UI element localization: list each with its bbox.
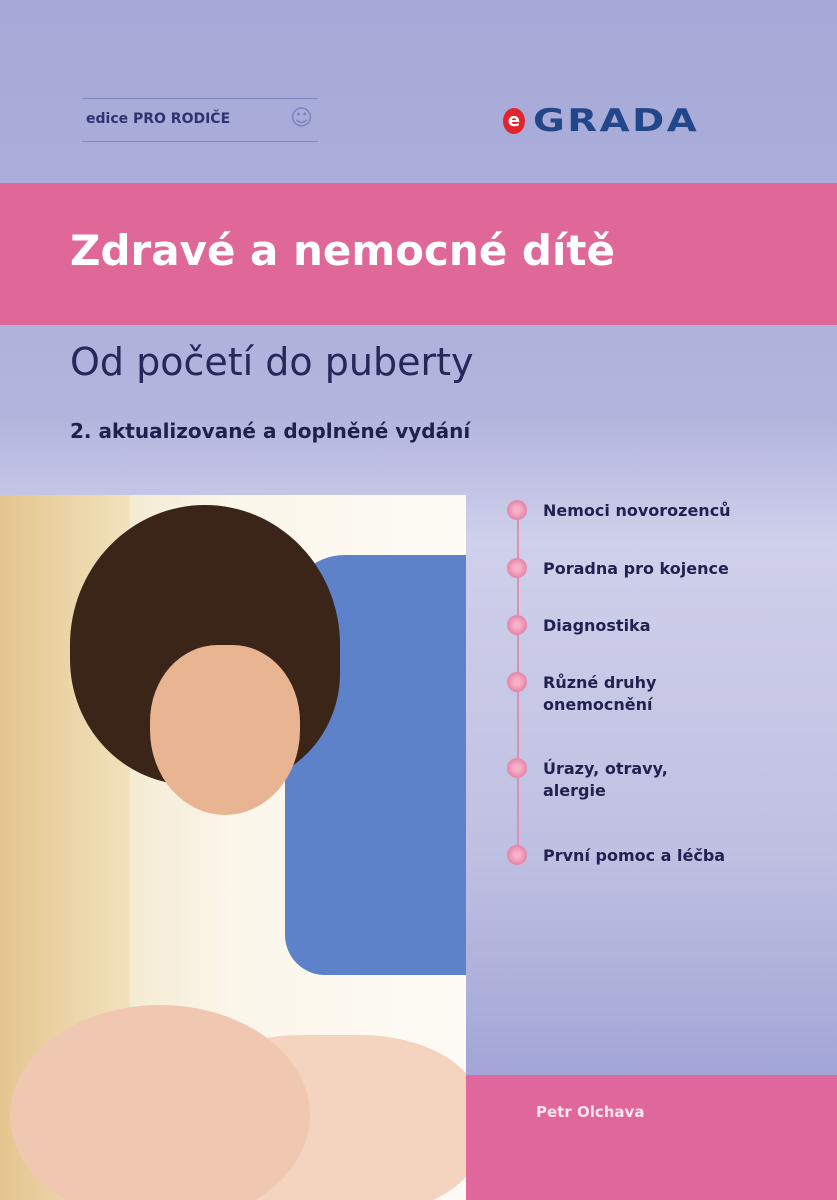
topic-item: První pomoc a léčba — [543, 846, 726, 865]
book-subtitle: Od početí do puberty — [70, 340, 474, 384]
topic-item: Nemoci novorozenců — [543, 501, 731, 520]
photo-doctor-face — [150, 645, 300, 815]
book-edition: 2. aktualizované a doplněné vydání — [70, 419, 471, 443]
author-band — [466, 1075, 837, 1200]
cover-photo — [0, 495, 466, 1200]
series-label-box — [82, 98, 318, 142]
author-name: Petr Olchava — [536, 1103, 645, 1121]
publisher-logo — [503, 103, 700, 139]
topic-item: Různé druhy onemocnění — [543, 673, 657, 714]
series-label: edice PRO RODIČE — [86, 111, 231, 127]
topic-item: Poradna pro kojence — [543, 559, 729, 578]
bullet-icon — [507, 558, 527, 578]
book-title: Zdravé a nemocné dítě — [70, 226, 615, 275]
topic-item: Úrazy, otravy, alergie — [543, 759, 668, 800]
bullet-icon — [507, 845, 527, 865]
parent-child-icon: ☺ — [290, 106, 313, 131]
bullet-icon — [507, 672, 527, 692]
header-area — [0, 0, 837, 183]
logo-e-icon: e — [503, 108, 525, 134]
bullet-icon — [507, 500, 527, 520]
publisher-name: GRADA — [533, 103, 700, 139]
bullet-icon — [507, 758, 527, 778]
bullet-icon — [507, 615, 527, 635]
topic-item: Diagnostika — [543, 616, 651, 635]
